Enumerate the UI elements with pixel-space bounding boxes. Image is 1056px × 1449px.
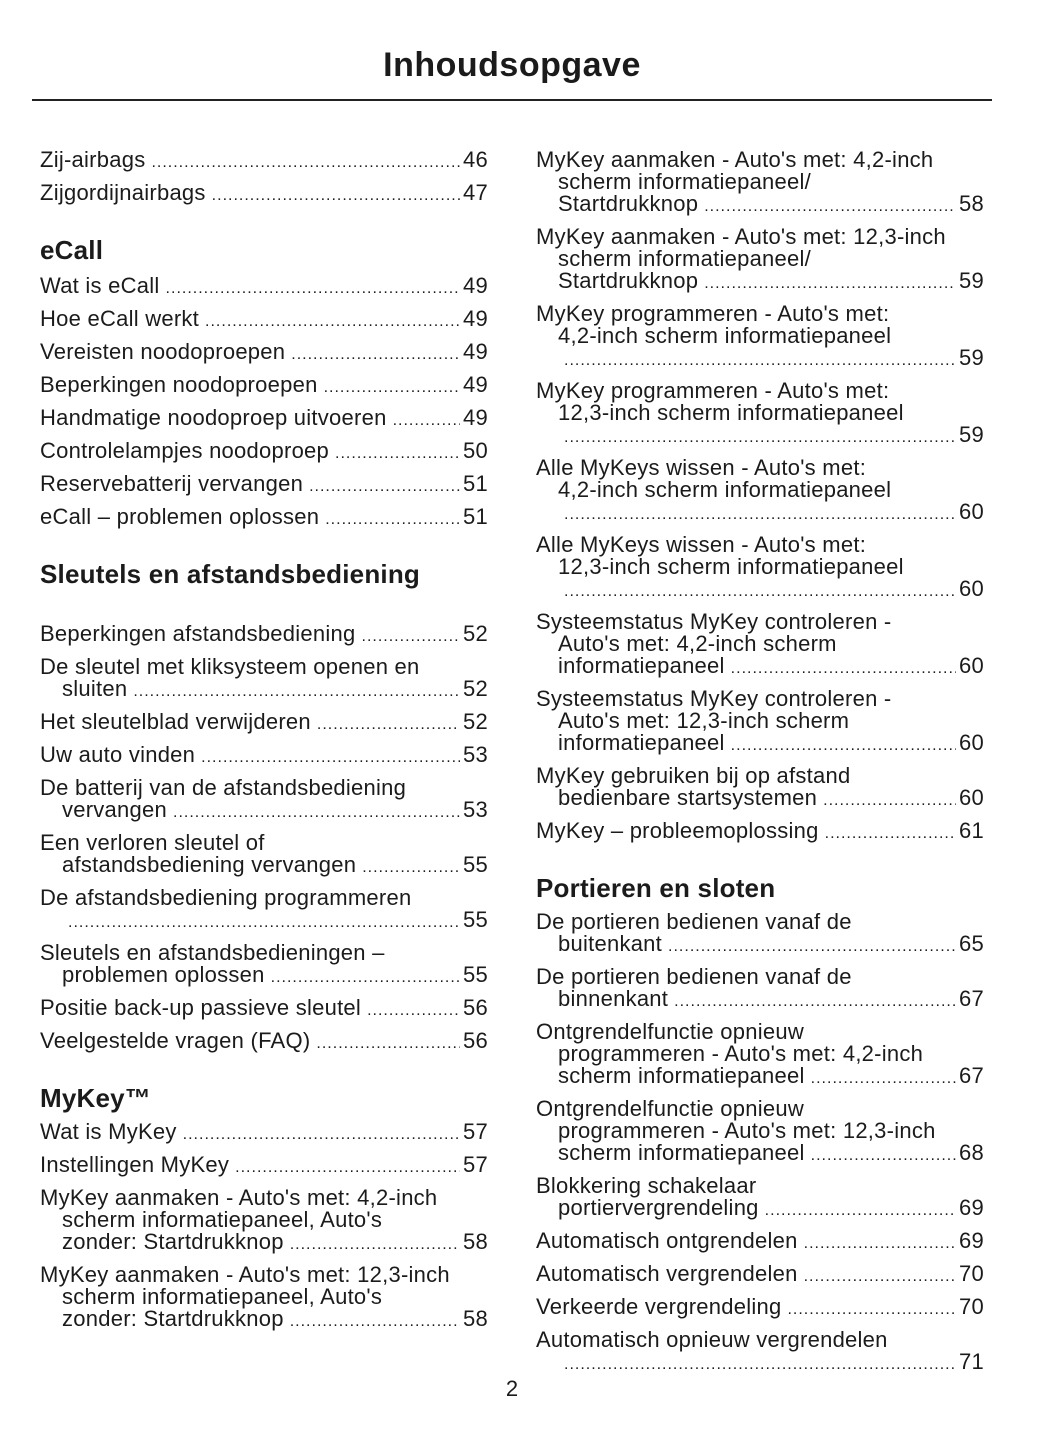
page-number: 2 (505, 1376, 519, 1401)
entry-last-line (536, 578, 984, 603)
toc-entry[interactable] (536, 820, 984, 845)
entry-page-number: 46 (463, 147, 488, 172)
entry-last-line (536, 933, 984, 958)
entry-page-number: 56 (463, 1028, 488, 1053)
entry-page-number: 58 (463, 1306, 488, 1331)
toc-entry[interactable] (536, 534, 984, 603)
dot-leader (564, 350, 956, 372)
entry-page-number: 58 (959, 191, 984, 216)
dot-leader (309, 476, 460, 498)
dot-leader (183, 1124, 460, 1146)
toc-entry[interactable] (536, 457, 984, 526)
entry-last-line (40, 909, 488, 934)
entry-page-number: 49 (463, 372, 488, 397)
dot-leader (731, 658, 956, 680)
entry-title-continuation: Auto's met: 12,3-inch scherm (558, 708, 850, 733)
entry-title: Positie back-up passieve sleutel (40, 995, 362, 1020)
entry-title: Ontgrendelfunctie opnieuw (536, 1096, 804, 1121)
entry-page-number: 47 (463, 180, 488, 205)
entry-title: MyKey aanmaken - Auto's met: 4,2-inch (536, 147, 934, 172)
entry-title: MyKey programmeren - Auto's met: (536, 301, 890, 326)
entry-title: Het sleutelblad verwijderen (40, 709, 311, 734)
entry-last-line (536, 1230, 984, 1255)
toc-entry[interactable] (40, 623, 488, 648)
entry-last-line (536, 655, 984, 680)
entry-page-number: 61 (959, 818, 984, 843)
entry-page-number: 70 (959, 1294, 984, 1319)
entry-title: Beperkingen noodoproepen (40, 372, 318, 397)
toc-entry[interactable] (536, 1263, 984, 1288)
entry-last-line (536, 1065, 984, 1090)
dot-leader (173, 802, 460, 824)
dot-leader (674, 991, 956, 1013)
entry-title: Vereisten noodoproepen (40, 339, 286, 364)
dot-leader (166, 278, 460, 300)
entry-title-continuation: binnenkant (558, 986, 669, 1011)
entry-page-number: 52 (463, 676, 488, 701)
entry-title: De sleutel met kliksysteem openen en (40, 654, 420, 679)
dot-leader (564, 581, 956, 603)
dot-leader (564, 427, 956, 449)
entry-last-line (40, 308, 488, 333)
dot-leader (731, 735, 956, 757)
toc-entry[interactable] (536, 380, 984, 449)
dot-leader (765, 1200, 956, 1222)
entry-title: Sleutels en afstandsbedieningen – (40, 940, 385, 965)
entry-last-line (40, 149, 488, 174)
entry-last-line (40, 374, 488, 399)
toc-entry[interactable] (40, 1030, 488, 1055)
entry-page-number: 57 (463, 1152, 488, 1177)
toc-entry[interactable] (40, 473, 488, 498)
dot-leader (704, 273, 956, 295)
entry-title: Handmatige noodoproep uitvoeren (40, 405, 387, 430)
entry-last-line (536, 1142, 984, 1167)
dot-leader (787, 1299, 956, 1321)
entry-title-continuation: portiervergrendeling (558, 1195, 759, 1220)
entry-title: eCall – problemen oplossen (40, 504, 320, 529)
entry-title: Zij-airbags (40, 147, 146, 172)
entry-title-continuation: vervangen (62, 797, 167, 822)
dot-leader (362, 626, 461, 648)
entry-last-line (40, 1154, 488, 1179)
toc-entry[interactable] (40, 1121, 488, 1146)
dot-leader (316, 1033, 460, 1055)
entry-page-number: 52 (463, 709, 488, 734)
entry-page-number: 50 (463, 438, 488, 463)
dot-leader (825, 823, 956, 845)
entry-page-number: 69 (959, 1228, 984, 1253)
entry-title: Uw auto vinden (40, 742, 196, 767)
entry-last-line (40, 1121, 488, 1146)
dot-leader (290, 1311, 460, 1333)
entry-title: MyKey aanmaken - Auto's met: 12,3-inch (40, 1262, 450, 1287)
toc-entry[interactable] (40, 149, 488, 174)
dot-leader (235, 1157, 460, 1179)
toc-entry[interactable] (40, 407, 488, 432)
toc-entry[interactable] (40, 341, 488, 366)
entry-last-line (40, 799, 488, 824)
entry-title-continuation: scherm informatiepaneel (558, 1140, 805, 1165)
entry-title: Blokkering schakelaar (536, 1173, 757, 1198)
entry-last-line (536, 1197, 984, 1222)
entry-title: De portieren bedienen vanaf de (536, 964, 852, 989)
toc-entry[interactable] (536, 149, 984, 218)
toc-entry[interactable] (40, 1187, 488, 1256)
entry-title: Verkeerde vergrendeling (536, 1294, 782, 1319)
dot-leader (823, 790, 956, 812)
toc-entry[interactable] (40, 1264, 488, 1333)
toc-entry[interactable] (40, 997, 488, 1022)
entry-page-number: 53 (463, 797, 488, 822)
entry-last-line (40, 711, 488, 736)
entry-last-line (40, 997, 488, 1022)
entry-title: Automatisch ontgrendelen (536, 1228, 798, 1253)
toc-entry[interactable] (40, 744, 488, 769)
entry-title: Een verloren sleutel of (40, 830, 265, 855)
entry-title: MyKey aanmaken - Auto's met: 4,2-inch (40, 1185, 438, 1210)
toc-entry[interactable] (40, 656, 488, 703)
toc-entry[interactable] (536, 1296, 984, 1321)
entry-title: Veelgestelde vragen (FAQ) (40, 1028, 311, 1053)
toc-column-left (40, 149, 488, 1341)
entry-title-continuation: bedienbare startsystemen (558, 785, 818, 810)
entry-page-number: 59 (959, 345, 984, 370)
entry-title: Instellingen MyKey (40, 1152, 230, 1177)
entry-last-line (40, 1030, 488, 1055)
dot-leader (362, 857, 460, 879)
entry-title-continuation: scherm informatiepaneel/ (558, 246, 812, 271)
entry-title-continuation: informatiepaneel (558, 730, 725, 755)
entry-last-line (40, 964, 488, 989)
entry-page-number: 51 (463, 504, 488, 529)
toc-entry[interactable] (536, 765, 984, 812)
toc-entry[interactable] (536, 1230, 984, 1255)
dot-leader (564, 1354, 956, 1376)
entry-last-line (40, 440, 488, 465)
entry-title: De portieren bedienen vanaf de (536, 909, 852, 934)
entry-page-number: 60 (959, 653, 984, 678)
dot-leader (205, 311, 460, 333)
entry-page-number: 60 (959, 730, 984, 755)
entry-last-line (40, 407, 488, 432)
entry-page-number: 65 (959, 931, 984, 956)
dot-leader (324, 377, 460, 399)
entry-title-continuation: scherm informatiepaneel, Auto's (62, 1284, 383, 1309)
entry-last-line (40, 1231, 488, 1256)
entry-page-number: 60 (959, 499, 984, 524)
entry-title: Reservebatterij vervangen (40, 471, 304, 496)
entry-last-line (40, 623, 488, 648)
entry-title: MyKey – probleemoplossing (536, 818, 819, 843)
entry-title-continuation: 4,2-inch scherm informatiepaneel (558, 477, 892, 502)
entry-page-number: 49 (463, 306, 488, 331)
entry-title-continuation: scherm informatiepaneel/ (558, 169, 812, 194)
entry-title-continuation: programmeren - Auto's met: 4,2-inch (558, 1041, 924, 1066)
entry-title: MyKey aanmaken - Auto's met: 12,3-inch (536, 224, 946, 249)
entry-last-line (536, 193, 984, 218)
entry-last-line (40, 744, 488, 769)
entry-page-number: 68 (959, 1140, 984, 1165)
entry-last-line (536, 424, 984, 449)
entry-last-line (536, 1296, 984, 1321)
entry-last-line (536, 270, 984, 295)
entry-title: Wat is MyKey (40, 1119, 177, 1144)
page-title: Inhoudsopgave (383, 46, 641, 84)
dot-leader (325, 509, 460, 531)
entry-title: Automatisch vergrendelen (536, 1261, 798, 1286)
entry-page-number: 70 (959, 1261, 984, 1286)
toc-entry[interactable] (536, 611, 984, 680)
entry-last-line (536, 501, 984, 526)
toc-entry[interactable] (536, 1175, 984, 1222)
toc-entry[interactable] (536, 911, 984, 958)
section-heading: MyKey™ (40, 1083, 152, 1113)
entry-last-line (40, 182, 488, 207)
toc-entry[interactable] (40, 308, 488, 333)
entry-page-number: 55 (463, 907, 488, 932)
dot-leader (393, 410, 460, 432)
entry-title: Automatisch opnieuw vergrendelen (536, 1327, 888, 1352)
entry-title: Zijgordijnairbags (40, 180, 206, 205)
toc-entry[interactable] (536, 966, 984, 1013)
toc-entry[interactable] (40, 374, 488, 399)
entry-title: Wat is eCall (40, 273, 160, 298)
entry-page-number: 51 (463, 471, 488, 496)
entry-page-number: 55 (463, 852, 488, 877)
entry-title-continuation: problemen oplossen (62, 962, 265, 987)
entry-page-number: 56 (463, 995, 488, 1020)
dot-leader (811, 1068, 956, 1090)
toc-column-right (536, 149, 984, 1384)
entry-page-number: 49 (463, 273, 488, 298)
entry-title: Ontgrendelfunctie opnieuw (536, 1019, 804, 1044)
entry-title: Systeemstatus MyKey controleren - (536, 609, 892, 634)
dot-leader (704, 196, 956, 218)
entry-title-continuation: sluiten (62, 676, 128, 701)
entry-page-number: 59 (959, 268, 984, 293)
entry-title: Controlelampjes noodoproep (40, 438, 330, 463)
toc-entry[interactable] (40, 942, 488, 989)
dot-leader (367, 1000, 460, 1022)
dot-leader (201, 747, 460, 769)
dot-leader (811, 1145, 956, 1167)
toc-entry[interactable] (536, 1098, 984, 1167)
entry-page-number: 71 (959, 1349, 984, 1374)
entry-page-number: 58 (463, 1229, 488, 1254)
section-heading: Portieren en sloten (536, 873, 776, 903)
toc-entry[interactable] (536, 688, 984, 757)
entry-title: Systeemstatus MyKey controleren - (536, 686, 892, 711)
entry-title-continuation: Startdrukknop (558, 191, 699, 216)
entry-page-number: 60 (959, 576, 984, 601)
entry-last-line (536, 787, 984, 812)
dot-leader (290, 1234, 460, 1256)
entry-title: MyKey gebruiken bij op afstand (536, 763, 851, 788)
toc-entry[interactable] (40, 711, 488, 736)
entry-title-continuation: afstandsbediening vervangen (62, 852, 357, 877)
entry-page-number: 53 (463, 742, 488, 767)
entry-title: Beperkingen afstandsbediening (40, 621, 356, 646)
entry-page-number: 55 (463, 962, 488, 987)
dot-leader (271, 967, 460, 989)
entry-page-number: 67 (959, 1063, 984, 1088)
entry-title: Alle MyKeys wissen - Auto's met: (536, 532, 867, 557)
toc-entry[interactable] (40, 182, 488, 207)
toc-entry[interactable] (40, 887, 488, 934)
entry-title-continuation: Auto's met: 4,2-inch scherm (558, 631, 837, 656)
entry-last-line (40, 473, 488, 498)
entry-title-continuation: zonder: Startdrukknop (62, 1306, 284, 1331)
dot-leader (291, 344, 460, 366)
entry-page-number: 52 (463, 621, 488, 646)
entry-title-continuation: scherm informatiepaneel (558, 1063, 805, 1088)
entry-last-line (40, 1308, 488, 1333)
entry-last-line (536, 732, 984, 757)
dot-leader (133, 681, 460, 703)
entry-title: Hoe eCall werkt (40, 306, 200, 331)
entry-title-continuation: informatiepaneel (558, 653, 725, 678)
toc-entry[interactable] (40, 275, 488, 300)
toc-entry[interactable] (40, 832, 488, 879)
dot-leader (564, 504, 956, 526)
entry-page-number: 69 (959, 1195, 984, 1220)
entry-last-line (536, 347, 984, 372)
entry-page-number: 57 (463, 1119, 488, 1144)
title-divider (32, 99, 992, 101)
dot-leader (151, 152, 460, 174)
toc-entry[interactable] (536, 1329, 984, 1376)
dot-leader (317, 714, 460, 736)
section-heading: Sleutels en afstandsbediening (40, 559, 420, 589)
entry-title-continuation: 12,3-inch scherm informatiepaneel (558, 554, 904, 579)
toc-entry[interactable] (40, 506, 488, 531)
toc-entry[interactable] (40, 1154, 488, 1179)
toc-entry[interactable] (40, 777, 488, 824)
entry-title: Alle MyKeys wissen - Auto's met: (536, 455, 867, 480)
toc-entry[interactable] (536, 1021, 984, 1090)
entry-last-line (40, 506, 488, 531)
entry-title-continuation: scherm informatiepaneel, Auto's (62, 1207, 383, 1232)
entry-last-line (536, 988, 984, 1013)
section-heading: eCall (40, 235, 104, 265)
dot-leader (668, 936, 956, 958)
entry-title: De batterij van de afstandsbediening (40, 775, 407, 800)
entry-last-line (40, 854, 488, 879)
entry-page-number: 60 (959, 785, 984, 810)
dot-leader (804, 1266, 956, 1288)
entry-page-number: 49 (463, 339, 488, 364)
entry-last-line (536, 1351, 984, 1376)
entry-page-number: 49 (463, 405, 488, 430)
entry-title: MyKey programmeren - Auto's met: (536, 378, 890, 403)
toc-entry[interactable] (40, 440, 488, 465)
toc-entry[interactable] (536, 303, 984, 372)
entry-last-line (40, 341, 488, 366)
entry-title-continuation: buitenkant (558, 931, 663, 956)
dot-leader (804, 1233, 956, 1255)
toc-entry[interactable] (536, 226, 984, 295)
entry-last-line (40, 275, 488, 300)
dot-leader (335, 443, 460, 465)
entry-title: De afstandsbediening programmeren (40, 885, 412, 910)
dot-leader (68, 912, 460, 934)
entry-title-continuation: 12,3-inch scherm informatiepaneel (558, 400, 904, 425)
entry-last-line (536, 1263, 984, 1288)
entry-page-number: 67 (959, 986, 984, 1011)
entry-title-continuation: 4,2-inch scherm informatiepaneel (558, 323, 892, 348)
entry-title-continuation: Startdrukknop (558, 268, 699, 293)
entry-page-number: 59 (959, 422, 984, 447)
entry-last-line (40, 678, 488, 703)
entry-last-line (536, 820, 984, 845)
dot-leader (212, 185, 460, 207)
entry-title-continuation: programmeren - Auto's met: 12,3-inch (558, 1118, 936, 1143)
entry-title-continuation: zonder: Startdrukknop (62, 1229, 284, 1254)
